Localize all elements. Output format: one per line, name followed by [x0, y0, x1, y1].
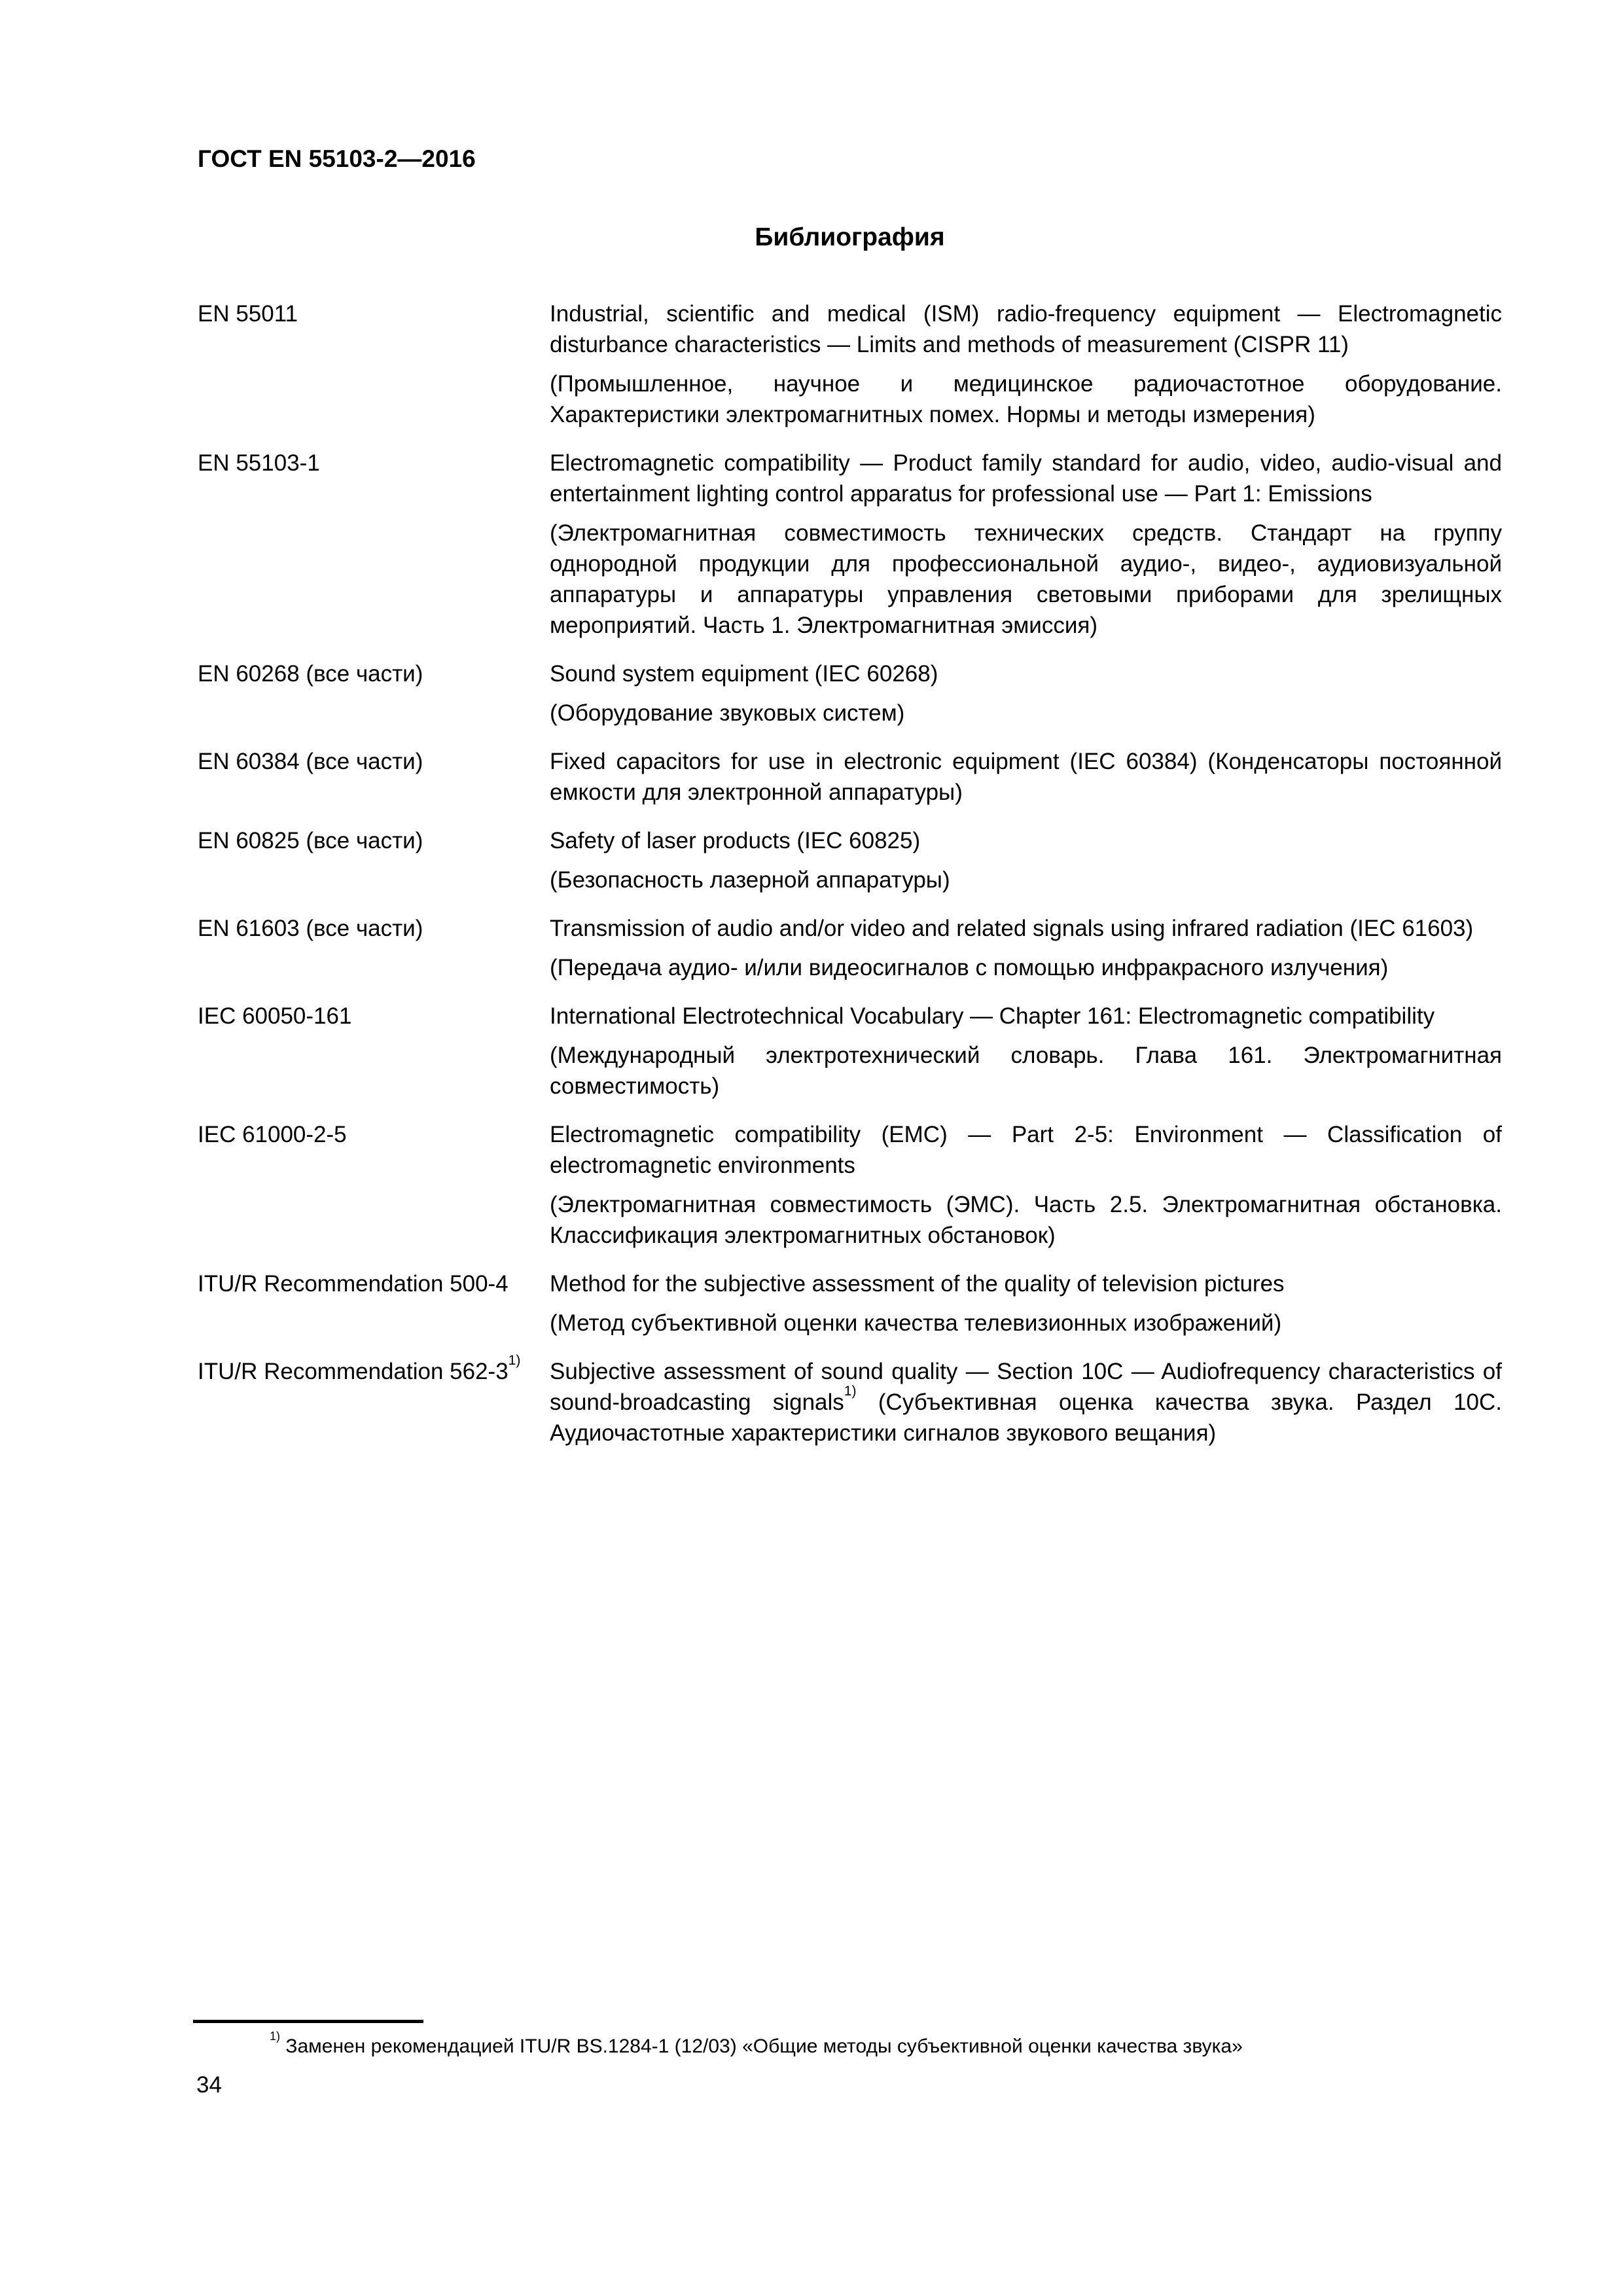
text-segment: Industrial, scientific and medical (ISM) radio-frequency equipment — Electromagnetic disturbance characteristics — Limits and methods of measurement (CISPR 11) [550, 301, 1502, 357]
text-segment: (Оборудование звуковых систем) [550, 700, 905, 726]
bib-entry [198, 658, 1502, 737]
text-segment: Electromagnetic compatibility (EMC) — Part 2-5: Environment — Classification of electromagnetic environments [550, 1122, 1502, 1178]
bib-entry [198, 1268, 1502, 1347]
bib-entry [198, 1352, 1502, 1457]
bib-ref-label [198, 913, 550, 992]
text-segment: (Электромагнитная совместимость технических средств. Стандарт на группу однородной продукции для профессиональной аудио-, видео-, аудиовизуальной аппаратуры и аппаратуры управления световыми приборами для зрелищных мероприятий. Часть 1. Электромагнитная эмиссия) [550, 520, 1502, 638]
bib-ref-text: EN 55011 [198, 301, 298, 327]
bib-paragraph [550, 298, 1502, 360]
text-segment: (Передача аудио- и/или видеосигналов с помощью инфракрасного излучения) [550, 955, 1389, 980]
bib-ref-label [198, 1119, 550, 1259]
bib-ref-label [198, 1268, 550, 1347]
bib-entry [198, 1119, 1502, 1259]
bib-paragraph [550, 1308, 1502, 1338]
bib-ref-text: ITU/R Recommendation 562-3 [198, 1359, 508, 1384]
footnote-ref-marker: 1) [508, 1352, 521, 1368]
bib-entry-text [550, 913, 1502, 992]
bib-paragraph [550, 825, 1502, 856]
bib-entry [198, 825, 1502, 904]
bib-paragraph [550, 658, 1502, 689]
bib-entry-text [550, 1119, 1502, 1259]
section-title: Библиография [755, 223, 945, 251]
bib-ref-text: ITU/R Recommendation 500-4 [198, 1271, 508, 1297]
footnote-divider [193, 2020, 423, 2023]
bib-entry [198, 298, 1502, 439]
bib-entry-text [550, 746, 1502, 816]
bib-paragraph [550, 1268, 1502, 1299]
bib-paragraph [550, 1040, 1502, 1102]
text-segment: (Субъективная оценка качества звука. Раздел 10C. Аудиочастотные характеристики сигналов звукового вещания) [550, 1390, 1502, 1446]
bib-paragraph [550, 1189, 1502, 1251]
bib-ref-label [198, 746, 550, 816]
bib-paragraph [550, 746, 1502, 808]
bib-paragraph [550, 448, 1502, 509]
bib-paragraph [550, 952, 1502, 983]
bib-entry [198, 913, 1502, 992]
text-segment: (Метод субъективной оценки качества телевизионных изображений) [550, 1310, 1282, 1336]
text-segment: Subjective assessment of sound quality — Section 10C — Audiofrequency characteristics of sound-broadcasting signals [550, 1359, 1502, 1415]
bib-ref-label [198, 448, 550, 649]
bib-ref-text: EN 61603 (все части) [198, 916, 423, 941]
bib-paragraph [550, 368, 1502, 430]
bib-ref-text: IEC 61000-2-5 [198, 1122, 347, 1147]
bib-entry-text [550, 298, 1502, 439]
text-segment: (Промышленное, научное и медицинское радиочастотное оборудование. Характеристики электромагнитных помех. Нормы и методы измерения) [550, 371, 1502, 427]
text-segment: (Международный электротехнический словарь. Глава 161. Электромагнитная совместимость) [550, 1043, 1502, 1099]
bib-ref-text: EN 60268 (все части) [198, 661, 423, 687]
bib-entry-text [550, 658, 1502, 737]
bib-paragraph [550, 1001, 1502, 1031]
bib-ref-text: EN 60384 (все части) [198, 749, 423, 774]
text-segment: Transmission of audio and/or video and related signals using infrared radiation (IEC 61603) [550, 916, 1474, 941]
bib-entry [198, 448, 1502, 649]
document-header: ГОСТ EN 55103-2—2016 [198, 145, 476, 172]
text-segment: Safety of laser products (IEC 60825) [550, 828, 921, 853]
bib-ref-label [198, 1352, 550, 1457]
text-segment: Electromagnetic compatibility — Product family standard for audio, video, audio-visual and entertainment lighting control apparatus for professional use — Part 1: Emissions [550, 450, 1502, 507]
bib-entry-text [550, 1356, 1502, 1457]
text-segment: (Безопасность лазерной аппаратуры) [550, 867, 950, 893]
bib-entry-text [550, 448, 1502, 649]
text-segment: Method for the subjective assessment of the quality of television pictures [550, 1271, 1285, 1297]
bib-paragraph [550, 865, 1502, 895]
footnote [198, 2029, 1502, 2060]
bib-entry [198, 746, 1502, 816]
bib-ref-label [198, 658, 550, 737]
bib-paragraph [550, 518, 1502, 641]
footnote-text: Заменен рекомендацией ITU/R BS.1284-1 (12/03) «Общие методы субъективной оценки качества звука» [280, 2036, 1243, 2057]
text-segment: Sound system equipment (IEC 60268) [550, 661, 938, 687]
bib-ref-label [198, 825, 550, 904]
bib-entry [198, 1001, 1502, 1110]
bib-paragraph [550, 1356, 1502, 1448]
bib-ref-text: IEC 60050-161 [198, 1003, 352, 1029]
bib-paragraph [550, 913, 1502, 944]
bib-paragraph [550, 698, 1502, 728]
bib-ref-text: EN 60825 (все части) [198, 828, 423, 853]
footnote-marker: 1) [270, 2029, 281, 2043]
bib-entry-text [550, 1268, 1502, 1347]
bib-entry-text [550, 1001, 1502, 1110]
text-segment: Fixed capacitors for use in electronic equipment (IEC 60384) (Конденсаторы постоянной емкости для электронной аппаратуры) [550, 749, 1502, 805]
bib-ref-label [198, 298, 550, 439]
bib-entry-text [550, 825, 1502, 904]
text-segment: (Электромагнитная совместимость (ЭМС). Часть 2.5. Электромагнитная обстановка. Классификация электромагнитных обстановок) [550, 1192, 1502, 1248]
page-number: 34 [196, 2072, 222, 2098]
footnote-ref-marker: 1) [844, 1383, 857, 1399]
bibliography-list [198, 298, 1502, 1466]
bib-paragraph [550, 1119, 1502, 1181]
text-segment: International Electrotechnical Vocabulary — Chapter 161: Electromagnetic compatibility [550, 1003, 1435, 1029]
bib-ref-label [198, 1001, 550, 1110]
bib-ref-text: EN 55103-1 [198, 450, 320, 476]
